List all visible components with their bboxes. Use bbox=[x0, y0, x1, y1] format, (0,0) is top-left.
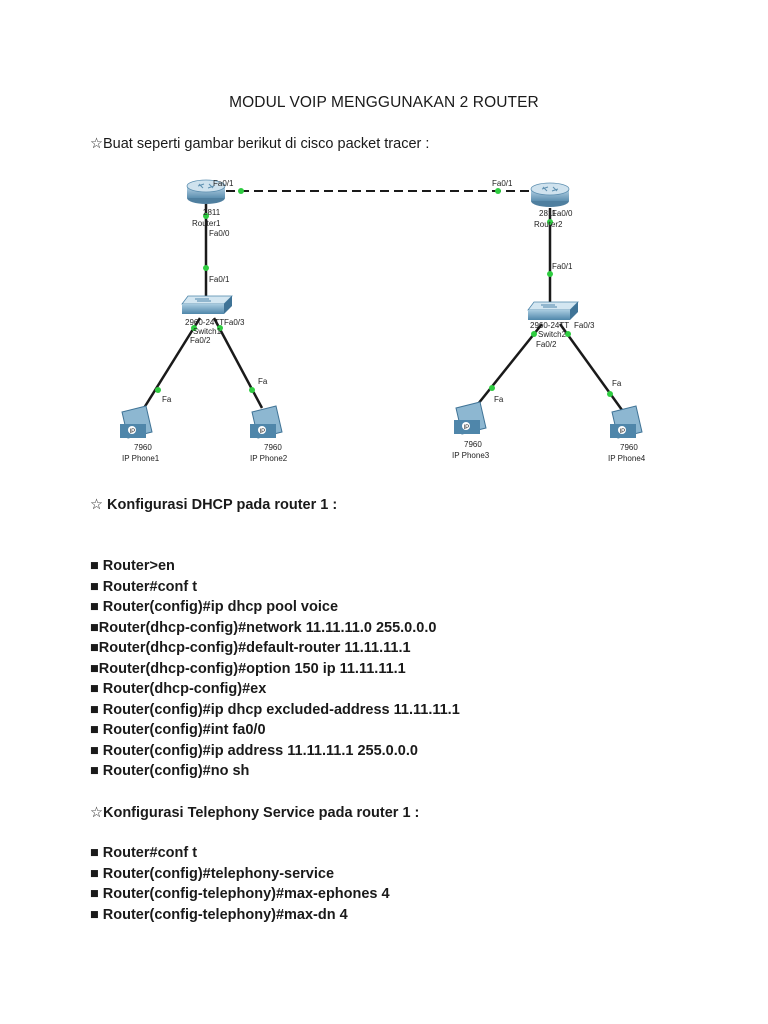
command-line: ■Router(dhcp-config)#default-router 11.11.11.1 bbox=[90, 640, 411, 656]
phone1-name: IP Phone1 bbox=[122, 454, 160, 463]
switch1-name: Switch1 bbox=[193, 327, 222, 336]
port-label: Fa bbox=[162, 395, 172, 404]
command-line: ■ Router(config)#int fa0/0 bbox=[90, 722, 266, 738]
port-label: Fa0/3 bbox=[574, 321, 595, 330]
port-indicator bbox=[155, 387, 161, 393]
port-label: Fa0/2 bbox=[536, 340, 557, 349]
ip-phone3-icon bbox=[454, 402, 486, 434]
page-title: MODUL VOIP MENGGUNAKAN 2 ROUTER bbox=[229, 94, 539, 111]
telephony-command-list bbox=[90, 843, 390, 925]
telephony-section-heading: ☆Konfigurasi Telephony Service pada router 1 : bbox=[90, 805, 420, 821]
ip-phone1-icon bbox=[120, 406, 152, 438]
switch2-name: Switch2 bbox=[538, 330, 567, 339]
port-label: Fa0/0 bbox=[552, 209, 573, 218]
svg-text:IP: IP bbox=[619, 429, 626, 435]
port-label: Fa0/1 bbox=[492, 179, 513, 188]
link-switch1-phone2 bbox=[214, 318, 262, 408]
command-line: ■ Router(config)#ip address 11.11.11.1 255.0.0.0 bbox=[90, 742, 418, 759]
switch1-icon bbox=[182, 296, 232, 314]
svg-text:IP: IP bbox=[463, 425, 470, 431]
port-label: Fa bbox=[612, 379, 622, 388]
link-switch2-phone4 bbox=[560, 324, 622, 410]
router2-name: Router2 bbox=[534, 220, 563, 229]
command-line: ■ Router(config)#ip dhcp excluded-address 11.11.11.1 bbox=[90, 701, 460, 718]
command-line: ■ Router(config-telephony)#max-ephones 4 bbox=[90, 886, 390, 902]
command-line: ■ Router(config)#ip dhcp pool voice bbox=[90, 599, 339, 615]
router2-icon bbox=[531, 183, 569, 207]
phone2-model: 7960 bbox=[264, 443, 282, 452]
phone3-name: IP Phone3 bbox=[452, 451, 490, 460]
port-label: Fa0/1 bbox=[213, 179, 234, 188]
command-line: ■ Router#conf t bbox=[90, 578, 198, 595]
port-indicator bbox=[547, 271, 553, 277]
link-switch1-phone1 bbox=[144, 318, 200, 408]
network-diagram bbox=[100, 168, 680, 468]
intro-text: ☆Buat seperti gambar berikut di cisco packet tracer : bbox=[90, 136, 430, 152]
command-line: ■Router(dhcp-config)#option 150 ip 11.11.11.1 bbox=[90, 660, 406, 677]
svg-text:IP: IP bbox=[259, 429, 266, 435]
port-indicator bbox=[495, 188, 501, 194]
command-line: ■ Router(config-telephony)#max-dn 4 bbox=[90, 906, 348, 923]
port-label: Fa bbox=[494, 395, 504, 404]
port-label: Fa0/1 bbox=[209, 275, 230, 284]
phone2-name: IP Phone2 bbox=[250, 454, 288, 463]
router2-model: 2811 bbox=[539, 209, 557, 218]
port-indicator bbox=[531, 331, 537, 337]
command-line: ■ Router>en bbox=[90, 558, 175, 574]
port-indicator bbox=[249, 387, 255, 393]
phone3-model: 7960 bbox=[464, 440, 482, 449]
dhcp-command-list bbox=[90, 556, 460, 782]
phone1-model: 7960 bbox=[134, 443, 152, 452]
command-line: ■ Router#conf t bbox=[90, 845, 198, 861]
switch1-model: 2960-24TT bbox=[185, 318, 225, 327]
dhcp-section-heading: ☆ Konfigurasi DHCP pada router 1 : bbox=[90, 497, 338, 513]
switch2-icon bbox=[528, 302, 578, 320]
command-line: ■Router(dhcp-config)#network 11.11.11.0 255.0.0.0 bbox=[90, 619, 437, 636]
port-label: Fa bbox=[258, 377, 268, 386]
ip-phone2-icon bbox=[250, 406, 282, 438]
port-label: Fa0/3 bbox=[224, 318, 245, 327]
port-indicator bbox=[607, 391, 613, 397]
phone4-model: 7960 bbox=[620, 443, 638, 452]
svg-text:IP: IP bbox=[129, 429, 136, 435]
port-label: Fa0/1 bbox=[552, 262, 573, 271]
router1-model: 2811 bbox=[203, 208, 221, 217]
command-line: ■ Router(config)#telephony-service bbox=[90, 865, 335, 882]
port-label: Fa0/2 bbox=[190, 336, 211, 345]
phone4-name: IP Phone4 bbox=[608, 454, 646, 463]
port-label: Fa0/0 bbox=[209, 229, 230, 238]
port-indicator bbox=[203, 265, 209, 271]
port-indicator bbox=[238, 188, 244, 194]
ip-phone4-icon bbox=[610, 406, 642, 438]
switch2-model: 2960-24TT bbox=[530, 321, 570, 330]
command-line: ■ Router(config)#no sh bbox=[90, 763, 250, 779]
command-line: ■ Router(dhcp-config)#ex bbox=[90, 681, 267, 697]
port-indicator bbox=[489, 385, 495, 391]
router1-name: Router1 bbox=[192, 219, 221, 228]
